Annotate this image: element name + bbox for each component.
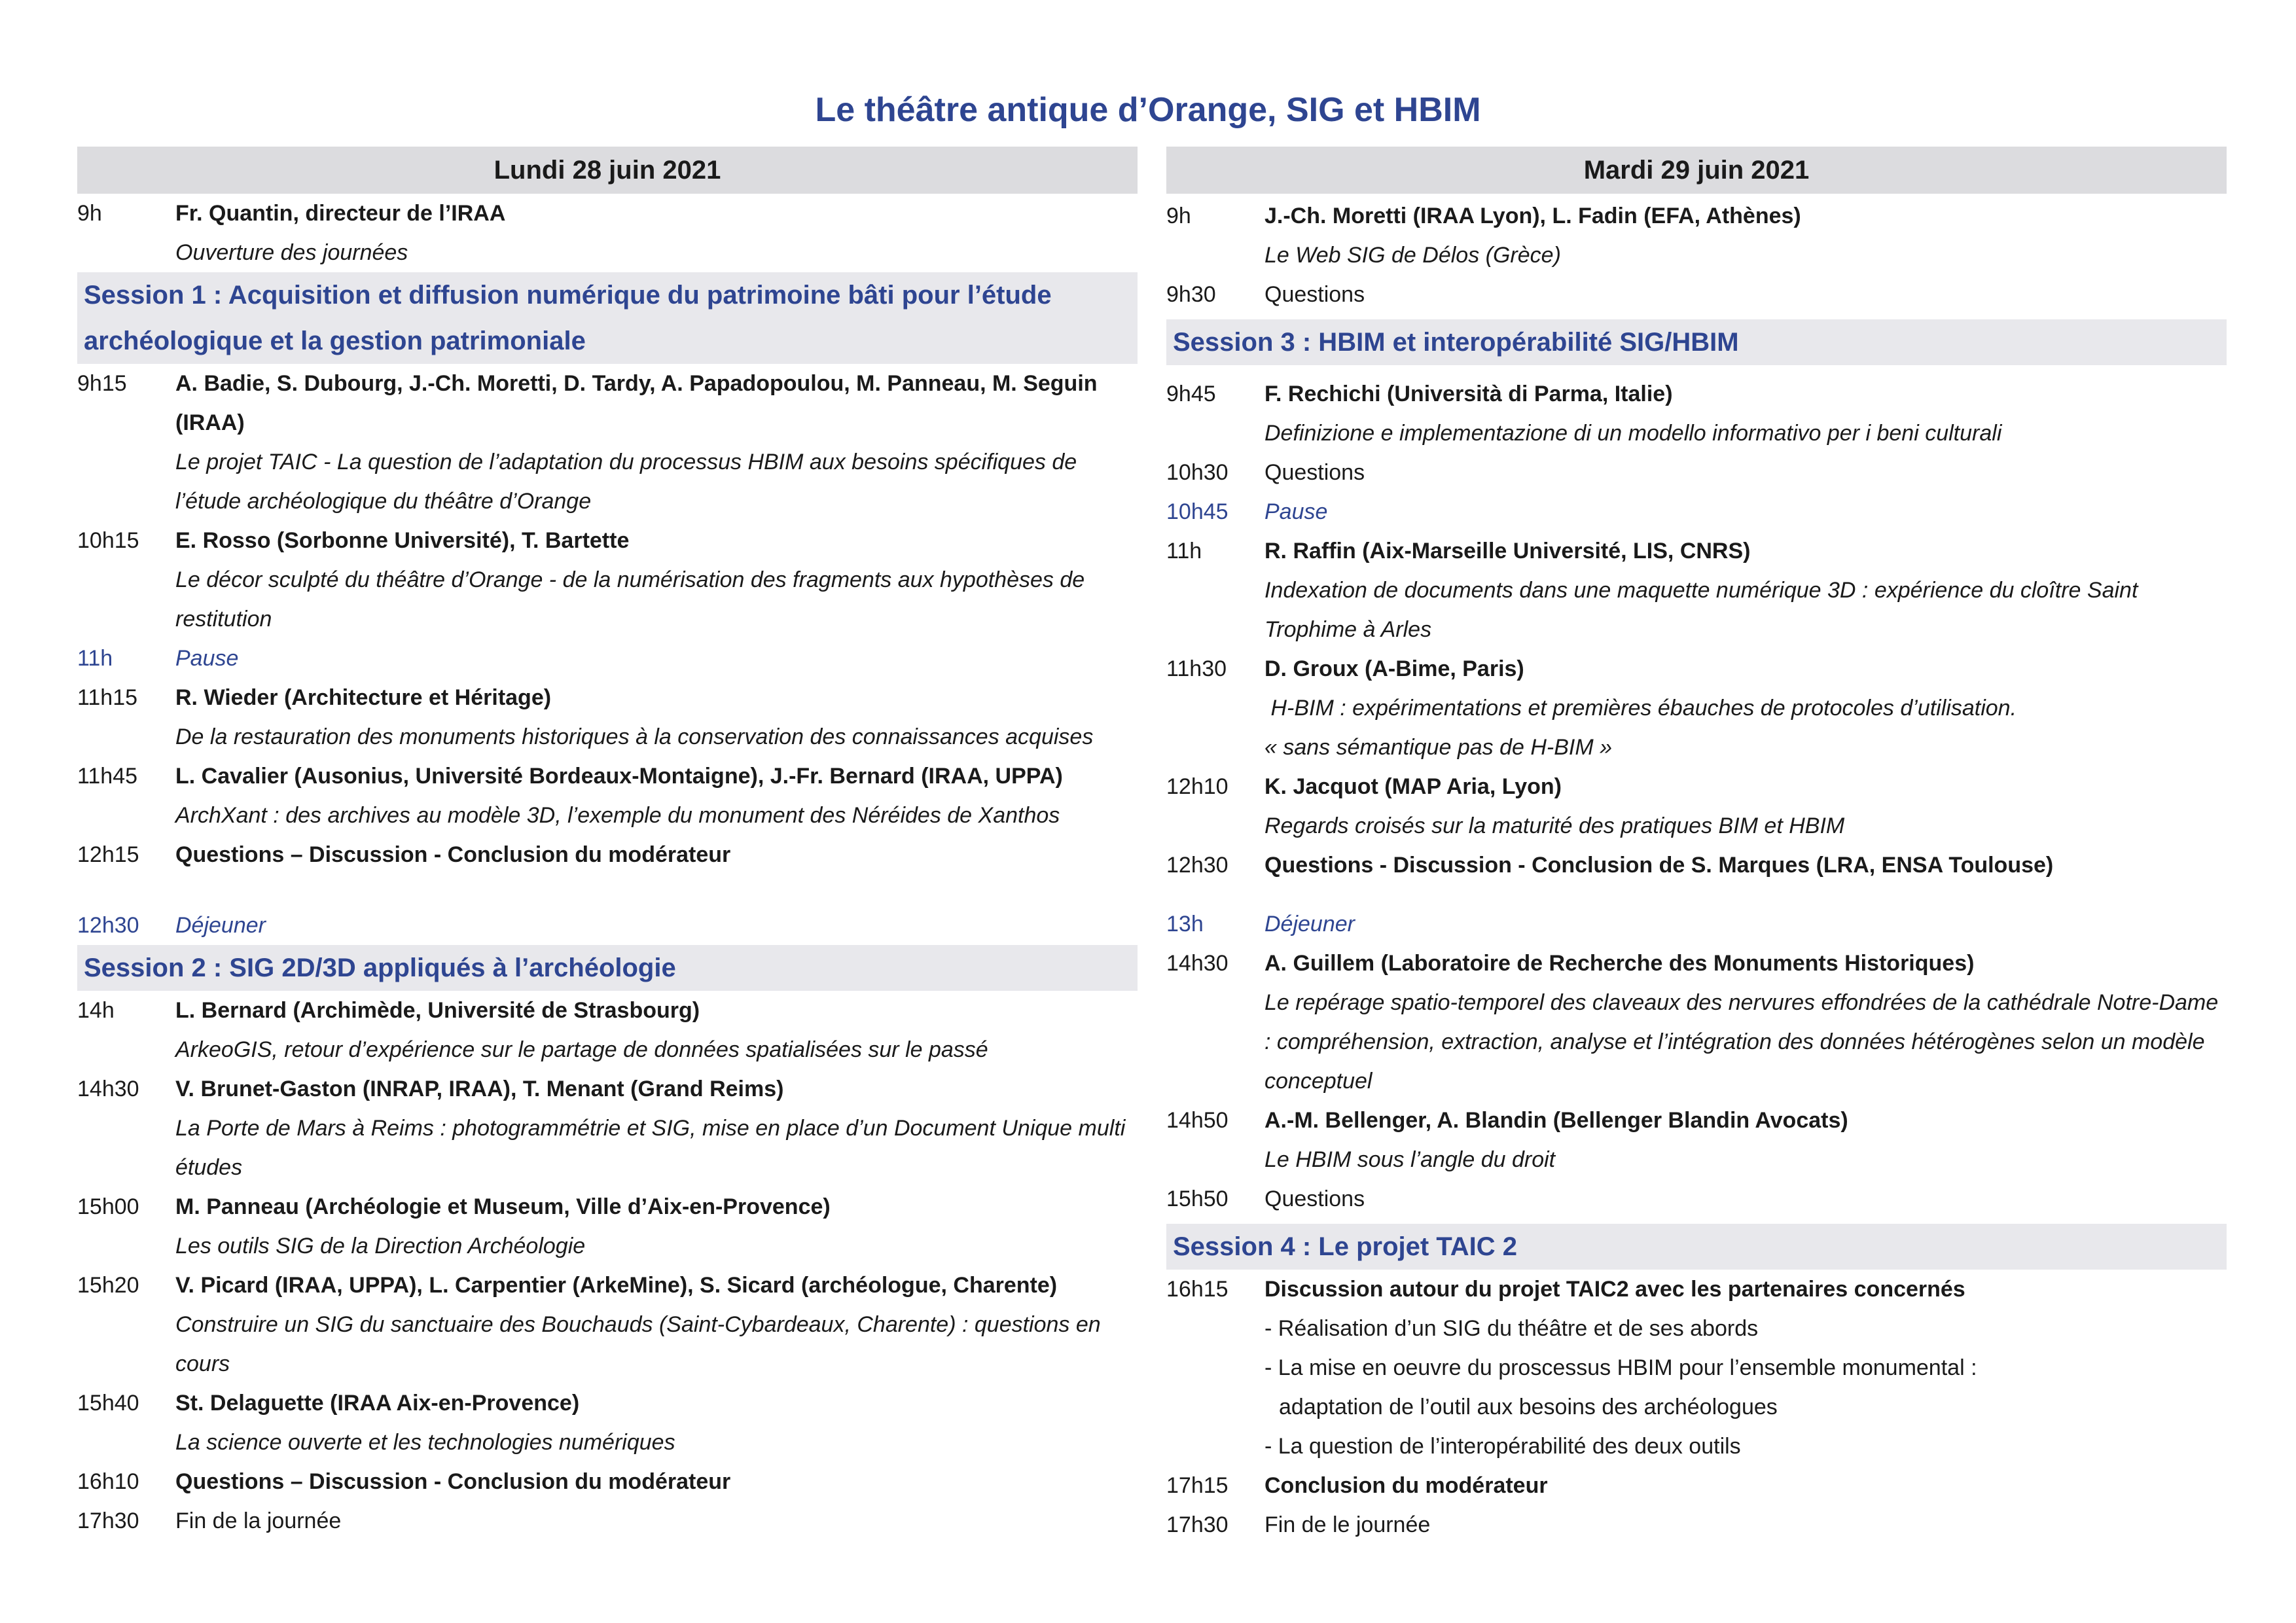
day-header: Mardi 29 juin 2021 <box>1166 147 2227 194</box>
program-item <box>77 835 1138 874</box>
item-talk: Le projet TAIC - La question de l’adaptation du processus HBIM aux besoins spécifiques de l’étude archéologique du théâtre d’Orange <box>175 450 1077 514</box>
item-speaker: Fr. Quantin, directeur de l’IRAA <box>175 201 506 226</box>
bullet-item: - La mise en oeuvre du proscessus HBIM pour l’ensemble monumental : <box>1265 1355 1977 1380</box>
item-time: 14h30 <box>1166 951 1229 976</box>
item-speaker: D. Groux (A-Bime, Paris) <box>1265 656 1524 681</box>
item-talk: La Porte de Mars à Reims : photogrammétrie et SIG, mise en place d’un Document Unique multi études <box>175 1116 1126 1180</box>
item-time: 15h50 <box>1166 1186 1229 1211</box>
program-item <box>77 521 1138 639</box>
program-item <box>1166 649 2227 767</box>
item-speaker: L. Cavalier (Ausonius, Université Bordeaux-Montaigne), J.-Fr. Bernard (IRAA, UPPA) <box>175 764 1063 789</box>
item-time: 10h45 <box>1166 499 1229 524</box>
item-time: 9h <box>77 201 102 226</box>
item-speaker: Conclusion du modérateur <box>1265 1473 1548 1498</box>
item-talk: La science ouverte et les technologies numériques <box>175 1430 675 1455</box>
item-time: 11h <box>77 646 113 671</box>
item-speaker: L. Bernard (Archimède, Université de Strasbourg) <box>175 998 700 1023</box>
item-speaker: A. Guillem (Laboratoire de Recherche des Monuments Historiques) <box>1265 951 1975 976</box>
item-time: 12h30 <box>77 913 139 938</box>
item-time: 12h30 <box>1166 853 1229 878</box>
lunch-item <box>77 906 1138 945</box>
program-item <box>1166 767 2227 846</box>
page-title: Le théâtre antique d’Orange, SIG et HBIM <box>815 91 1481 129</box>
item-talk: Le repérage spatio-temporel des claveaux des nervures effondrées de la cathédrale Notre-Dame : compréhension, extraction, analyse et l’intégration des données hétérogènes selon un modèle conceptuel <box>1265 990 2219 1094</box>
item-time: 13h <box>1166 912 1204 936</box>
item-time: 16h15 <box>1166 1277 1229 1302</box>
item-speaker: A. Badie, S. Dubourg, J.-Ch. Moretti, D. Tardy, A. Papadopoulou, M. Panneau, M. Seguin (IRAA) <box>175 371 1098 435</box>
program-item <box>77 364 1138 521</box>
item-talk: H-BIM : expérimentations et premières ébauches de protocoles d’utilisation. <box>1265 696 2017 721</box>
end-label: Fin de le journée <box>1265 1512 1431 1537</box>
item-speaker: V. Picard (IRAA, UPPA), L. Carpentier (ArkeMine), S. Sicard (archéologue, Charente) <box>175 1273 1058 1298</box>
item-speaker: Questions – Discussion - Conclusion du modérateur <box>175 842 731 867</box>
item-speaker: St. Delaguette (IRAA Aix-en-Provence) <box>175 1391 580 1416</box>
item-time: 9h15 <box>77 371 127 396</box>
program-item <box>1166 846 2227 885</box>
pause-label: Pause <box>1265 499 1328 524</box>
item-talk: Definizione e implementazione di un modello informativo per i beni culturali <box>1265 421 2002 446</box>
item-speaker: A.-M. Bellenger, A. Blandin (Bellenger Blandin Avocats) <box>1265 1108 1848 1133</box>
program-item <box>77 1069 1138 1187</box>
questions-label: Questions <box>1265 1186 1365 1211</box>
end-label: Fin de la journée <box>175 1508 342 1533</box>
pause-item <box>1166 492 2227 531</box>
item-time: 14h30 <box>77 1077 139 1101</box>
end-item <box>77 1501 1138 1541</box>
item-time: 9h30 <box>1166 282 1216 307</box>
questions-item <box>1166 453 2227 492</box>
item-time: 11h15 <box>77 685 138 710</box>
questions-label: Questions <box>1265 460 1365 485</box>
bullet-item: - La question de l’interopérabilité des deux outils <box>1265 1434 1741 1459</box>
program-item <box>1166 944 2227 1101</box>
item-speaker: E. Rosso (Sorbonne Université), T. Bartette <box>175 528 630 553</box>
session-heading: Session 1 : Acquisition et diffusion numérique du patrimoine bâti pour l’étude archéologique et la gestion patrimoniale <box>77 272 1138 364</box>
session-heading: Session 3 : HBIM et interopérabilité SIG/HBIM <box>1166 319 2227 365</box>
program-item <box>77 757 1138 835</box>
questions-item <box>1166 275 2227 314</box>
item-speaker: J.-Ch. Moretti (IRAA Lyon), L. Fadin (EFA, Athènes) <box>1265 204 1801 228</box>
item-time: 10h30 <box>1166 460 1229 485</box>
item-talk: Le décor sculpté du théâtre d’Orange - de la numérisation des fragments aux hypothèses de restitution <box>175 567 1085 632</box>
item-talk: Regards croisés sur la maturité des pratiques BIM et HBIM <box>1265 813 1845 838</box>
program-item <box>77 1383 1138 1462</box>
item-time: 15h20 <box>77 1273 139 1298</box>
item-talk: Indexation de documents dans une maquette numérique 3D : expérience du cloître Saint Trophime à Arles <box>1265 578 2138 642</box>
questions-label: Questions <box>1265 282 1365 307</box>
item-talk: Le HBIM sous l’angle du droit <box>1265 1147 1556 1172</box>
pause-label: Pause <box>175 646 239 671</box>
item-speaker: R. Raffin (Aix-Marseille Université, LIS, CNRS) <box>1265 539 1751 563</box>
item-talk: « sans sémantique pas de H-BIM » <box>1265 735 1613 760</box>
program-item <box>1166 1270 2227 1466</box>
item-time: 14h <box>77 998 115 1023</box>
program-item <box>1166 531 2227 649</box>
item-time: 10h15 <box>77 528 139 553</box>
item-time: 17h30 <box>77 1508 139 1533</box>
tuesday-column <box>1166 147 2227 1544</box>
item-talk: ArchXant : des archives au modèle 3D, l’exemple du monument des Néréides de Xanthos <box>175 803 1060 828</box>
questions-item <box>1166 1179 2227 1219</box>
program-item <box>1166 1466 2227 1505</box>
item-talk: ArkeoGIS, retour d’expérience sur le partage de données spatialisées sur le passé <box>175 1037 988 1062</box>
item-time: 11h30 <box>1166 656 1227 681</box>
item-talk: Ouverture des journées <box>175 240 408 265</box>
program-item <box>77 991 1138 1069</box>
bullet-continuation: adaptation de l’outil aux besoins des archéologues <box>1279 1395 1778 1419</box>
program-item <box>1166 1101 2227 1179</box>
session-heading: Session 2 : SIG 2D/3D appliqués à l’archéologie <box>77 945 1138 991</box>
program-item <box>1166 374 2227 453</box>
day-header: Lundi 28 juin 2021 <box>77 147 1138 194</box>
item-time: 12h10 <box>1166 774 1229 799</box>
program-item <box>77 1462 1138 1501</box>
item-time: 15h40 <box>77 1391 139 1416</box>
item-time: 9h45 <box>1166 382 1216 406</box>
lunch-item <box>1166 904 2227 944</box>
item-time: 14h50 <box>1166 1108 1229 1133</box>
item-time: 17h15 <box>1166 1473 1229 1498</box>
item-time: 15h00 <box>77 1194 139 1219</box>
item-time: 11h <box>1166 539 1202 563</box>
item-speaker: Discussion autour du projet TAIC2 avec les partenaires concernés <box>1265 1277 1965 1302</box>
program-item <box>77 1187 1138 1266</box>
item-time: 11h45 <box>77 764 138 789</box>
program-item <box>1166 196 2227 275</box>
item-speaker: M. Panneau (Archéologie et Museum, Ville d’Aix-en-Provence) <box>175 1194 831 1219</box>
item-talk: Les outils SIG de la Direction Archéologie <box>175 1234 586 1258</box>
item-talk: Le Web SIG de Délos (Grèce) <box>1265 243 1561 268</box>
item-speaker: F. Rechichi (Università di Parma, Italie) <box>1265 382 1673 406</box>
program-item <box>77 678 1138 757</box>
item-speaker: K. Jacquot (MAP Aria, Lyon) <box>1265 774 1562 799</box>
session-heading: Session 4 : Le projet TAIC 2 <box>1166 1224 2227 1270</box>
monday-column <box>77 147 1138 1541</box>
end-item <box>1166 1505 2227 1544</box>
lunch-label: Déjeuner <box>175 913 266 938</box>
item-time: 17h30 <box>1166 1512 1229 1537</box>
item-speaker: V. Brunet-Gaston (INRAP, IRAA), T. Menant (Grand Reims) <box>175 1077 784 1101</box>
item-speaker: Questions - Discussion - Conclusion de S. Marques (LRA, ENSA Toulouse) <box>1265 853 2054 878</box>
bullet-item: - Réalisation d’un SIG du théâtre et de ses abords <box>1265 1316 1759 1341</box>
pause-item <box>77 639 1138 678</box>
program-item <box>77 194 1138 272</box>
item-talk: Construire un SIG du sanctuaire des Bouchauds (Saint-Cybardeaux, Charente) : questions en cours <box>175 1312 1101 1376</box>
lunch-label: Déjeuner <box>1265 912 1355 936</box>
program-item <box>77 1266 1138 1383</box>
item-time: 9h <box>1166 204 1191 228</box>
item-time: 12h15 <box>77 842 139 867</box>
item-speaker: R. Wieder (Architecture et Héritage) <box>175 685 552 710</box>
item-speaker: Questions – Discussion - Conclusion du modérateur <box>175 1469 731 1494</box>
item-time: 16h10 <box>77 1469 139 1494</box>
item-talk: De la restauration des monuments historiques à la conservation des connaissances acquises <box>175 724 1094 749</box>
